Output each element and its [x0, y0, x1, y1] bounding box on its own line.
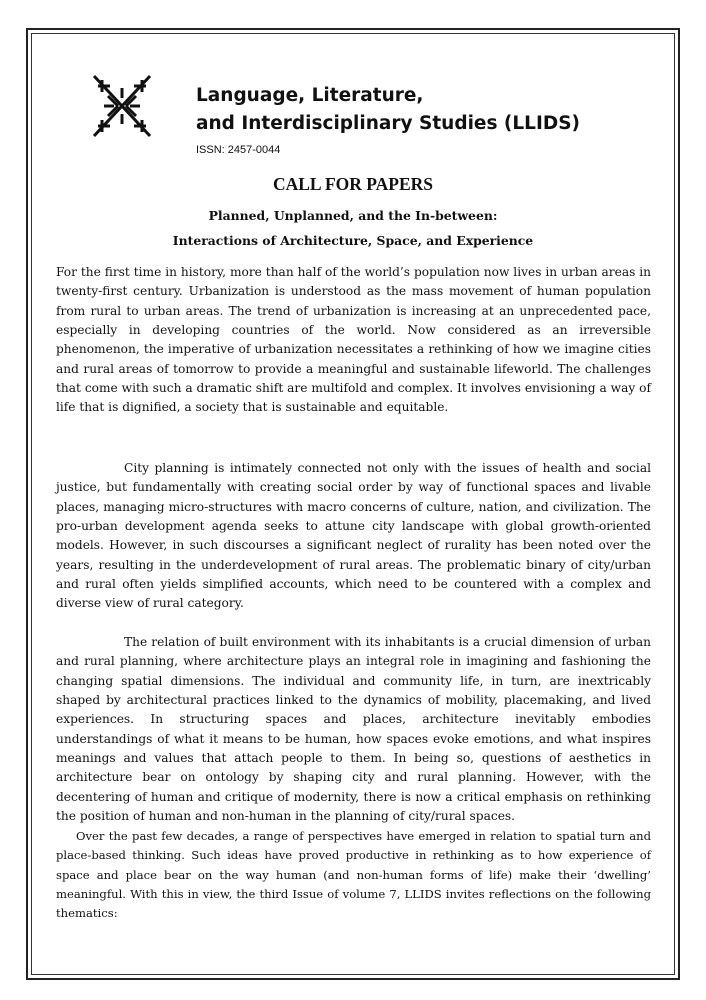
- call-for-papers-heading: CALL FOR PAPERS: [272, 174, 434, 194]
- theme-title-line2: Interactions of Architecture, Space, and Experience: [172, 233, 534, 248]
- llids-emblem-icon: [88, 70, 156, 142]
- body-paragraph: City planning is intimately connected not only with the issues of health and social justice, but fundamentally with creating social order by way of functional spaces and livable places, managing micro-structures with macro concerns of culture, nation, and civilization. The pro-urban development agenda seeks to attune city landscape with global growth-oriented models. However, in such discourses a significant neglect of rurality has been noted over the years, resulting in the underdevelopment of rural areas. The problematic binary of city/urban and rural often yields simplified accounts, which need to be countered with a complex and diverse view of rural category.: [56, 461, 651, 611]
- body-paragraph: The relation of built environment with its inhabitants is a crucial dimension of urban and rural planning, where architecture plays an integral role in imagining and fashioning the changing spatial dimensions. The individual and community life, in turn, are inextricably shaped by architectural practices linked to the dynamics of mobility, placemaking, and lived experiences. In structuring spaces and places, architecture inevitably embodies understandings of what it means to be human, how spaces evoke emotions, and what inspires meanings and values that attach people to them. In being so, questions of aesthetics in architecture bear on ontology by shaping city and rural planning. However, with the decentering of human and critique of modernity, there is now a critical emphasis on rethinking the position of human and non-human in the planning of city/rural spaces.: [56, 635, 651, 824]
- body-paragraph: For the first time in history, more than half of the world’s population now lives in urban areas in twenty-first century. Urbanization is understood as the mass movement of human population from rural to urban areas. The trend of urbanization is increasing at an unprecedented pace, especially in developing countries of the world. Now considered as an irreversible phenomenon, the imperative of urbanization necessitates a rethinking of how we imagine cities and rural areas of tomorrow to provide a meaningful and sustainable lifeworld. The challenges that come with such a dramatic shift are multifold and complex. It involves envisioning a way of life that is dignified, a society that is sustainable and equitable.: [56, 265, 651, 415]
- body-paragraph: Over the past few decades, a range of perspectives have emerged in relation to spatial turn and place-based thinking. Such ideas have proved productive in rethinking as to how experience of space and place bear on the way human (and non-human forms of life) make their ‘dwelling’ meaningful. With this in view, the third Issue of volume 7, LLIDS invites reflections on the following thematics:: [56, 829, 651, 921]
- journal-title-line1: Language, Literature,: [196, 85, 424, 106]
- issn-label: ISSN: 2457-0044: [196, 144, 281, 156]
- journal-title-line2: and Interdisciplinary Studies (LLIDS): [196, 113, 580, 134]
- journal-title: [196, 82, 636, 138]
- theme-title-line1: Planned, Unplanned, and the In-between:: [208, 208, 498, 223]
